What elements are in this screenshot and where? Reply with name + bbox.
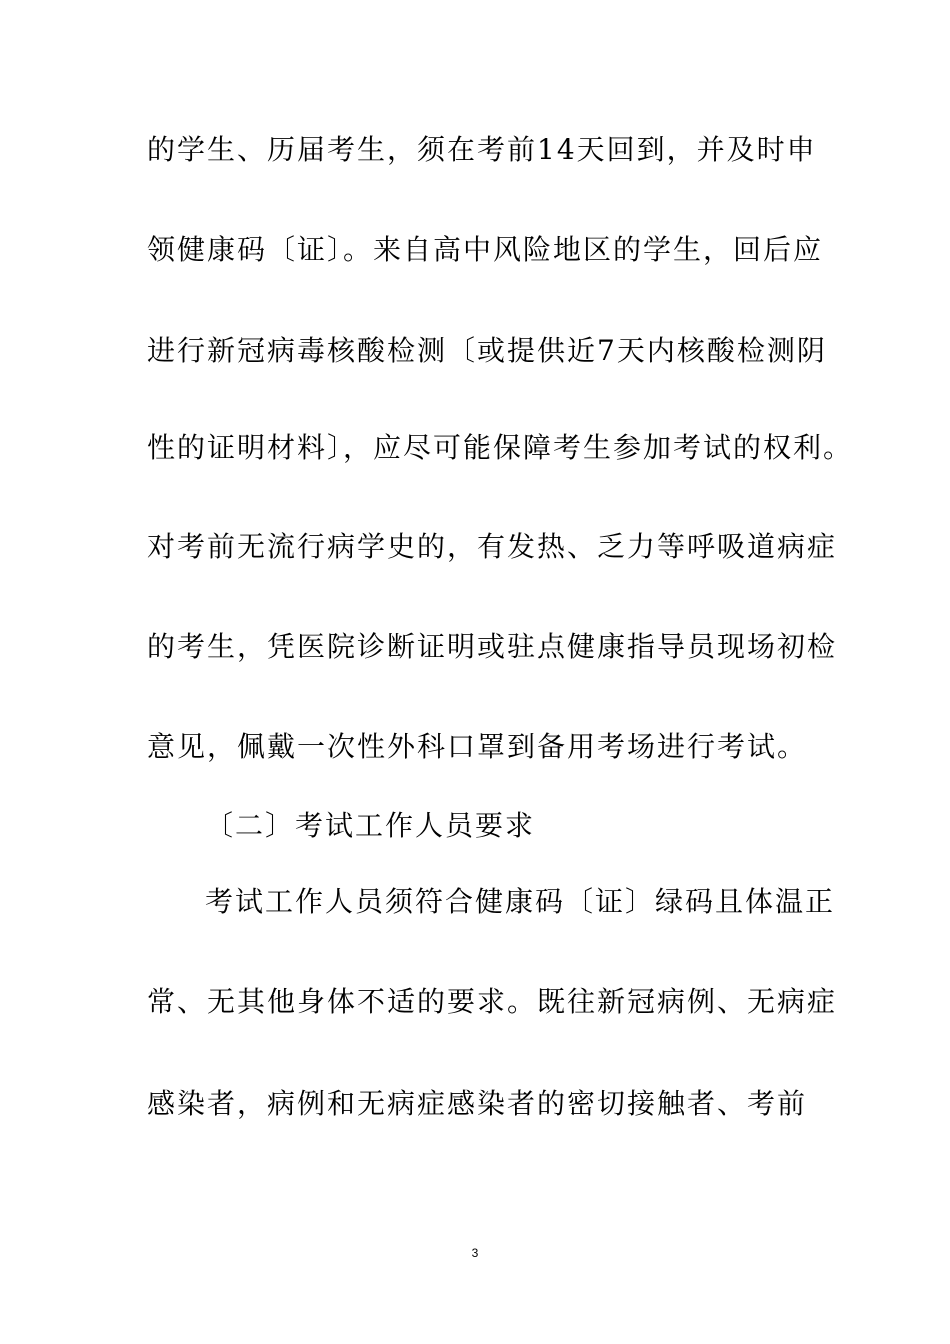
body-text-line: 感染者，病例和无病症感染者的密切接触者、考前: [147, 1087, 808, 1120]
body-text-line: 对考前无流行病学史的，有发热、乏力等呼吸道病症: [147, 530, 838, 563]
body-text-line: 考试工作人员须符合健康码〔证〕绿码且体温正: [205, 885, 836, 918]
body-text-line: 进行新冠病毒核酸检测〔或提供近7天内核酸检测阴: [147, 334, 827, 367]
body-text-line: 意见，佩戴一次性外科口罩到备用考场进行考试。: [147, 730, 808, 763]
section-heading: 〔二〕考试工作人员要求: [205, 809, 536, 842]
body-text-line: 领健康码〔证〕。来自高中风险地区的学生，回后应: [147, 233, 824, 266]
body-text-line: 常、无其他身体不适的要求。既往新冠病例、无病症: [147, 985, 838, 1018]
body-text-line: 的学生、历届考生，须在考前14天回到，并及时申: [147, 133, 817, 166]
body-text-line: 性的证明材料〕，应尽可能保障考生参加考试的权利。: [147, 431, 854, 464]
page-number: 3: [471, 1246, 479, 1260]
body-text-line: 的考生，凭医院诊断证明或驻点健康指导员现场初检: [147, 630, 838, 663]
